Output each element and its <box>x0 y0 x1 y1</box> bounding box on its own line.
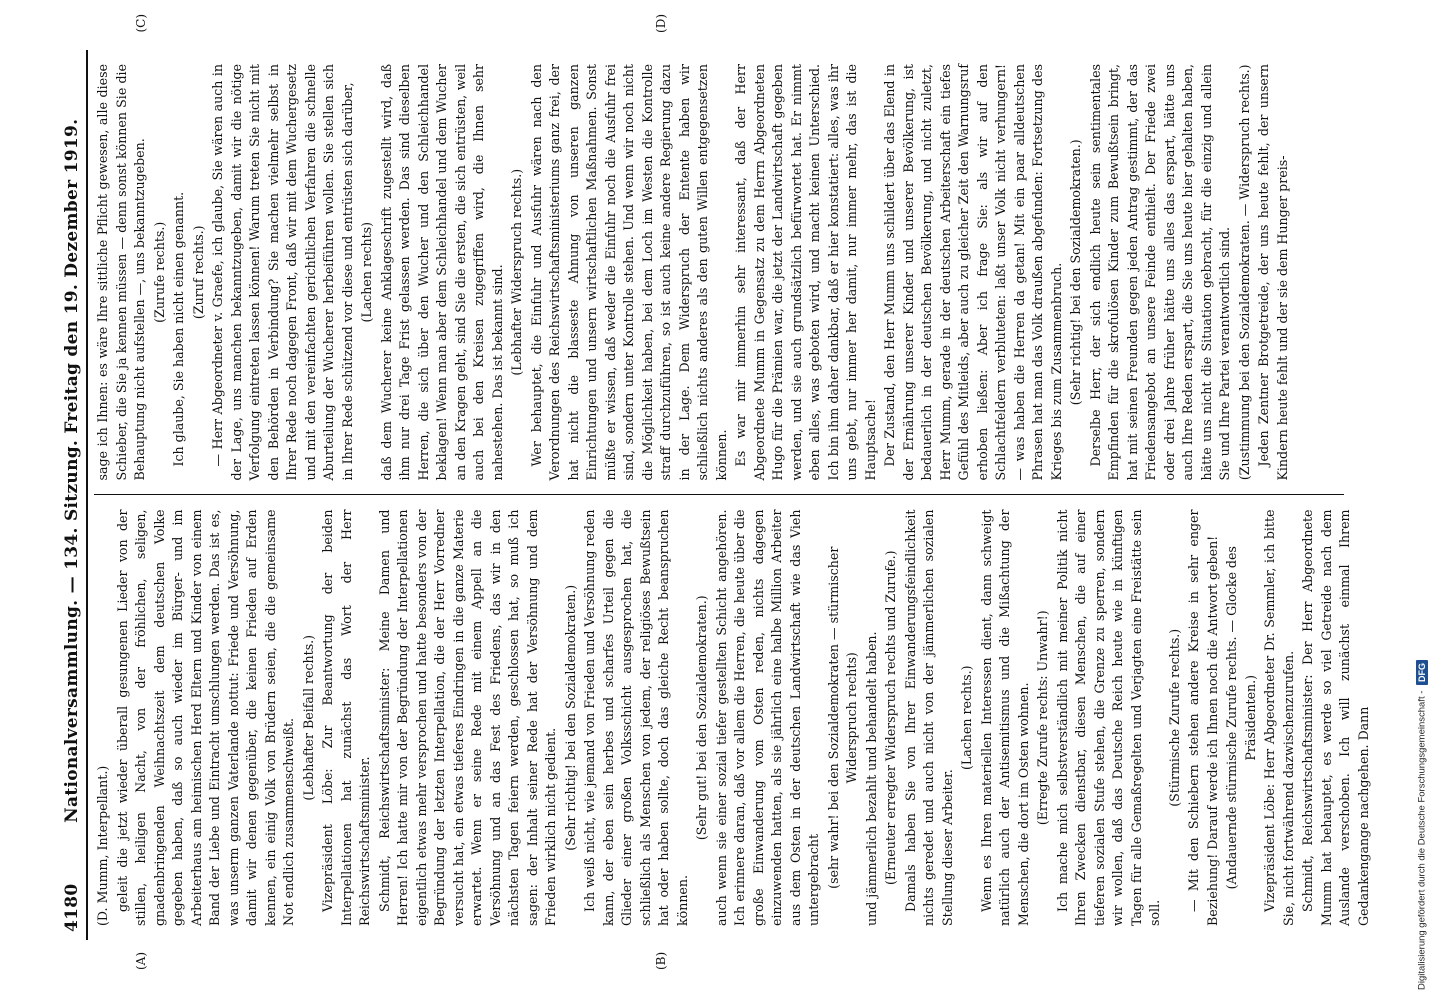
paragraph: daß dem Wucherer keine Anklageschrift zugestellt wird, daß ihm nur drei Tage Frist gelassen werden. Das sind dieselben Herren, die sich über den Wucher und den Schleichhandel beklagen! Wenn man aber dem Schleichhandel und dem Wucher an den Kragen geht, sind Sie die ersten, die sich entrüsten, weil auch bei den Kreisen zugegriffen wird, die Ihnen sehr nahestehen. Das ist bekannt sind. <box>378 64 505 481</box>
paragraph: Vizepräsident Löbe: Herr Abgeordneter Dr. Semmler, ich bitte Sie, nicht fortwährend dazwischenzurufen. <box>1262 509 1296 926</box>
interjection: (Sehr richtig! bei den Sozialdemokraten.) <box>562 584 578 851</box>
credit-text: Digitalisierung gefördert durch die Deutsche Forschungsgemeinschaft - <box>1416 690 1428 990</box>
margin-marker-d: (D) <box>654 14 668 33</box>
paragraph: Ich weiß nicht, wie jemand von Frieden und Versöhnung reden kann, der eben sein herbes und scharfes Urteil gegen die Glieder einer großen Volksschicht ausgesprochen hat, die schließlich als Menschen von jedem, der religiöses Bewußtsein hat oder haben sollte, doch das gleiche Recht beanspruchen können. <box>582 509 690 926</box>
paragraph: Wer behauptet, die Einfuhr und Ausfuhr wären nach den Verordnungen des Reichswirtschaftsministeriums ganz frei, der hat nicht die blasseste Ahnung von unseren ganzen Einrichtungen und unsern wirtschaftlichen Maßnahmen. Sonst müßte er wissen, daß weder die Einfuhr noch die Ausfuhr frei sind, sondern unter Kontrolle stehen. Und wenn wir noch nicht die Möglichkeit haben, bei dem Loch im Westen die Kontrolle straff durchzuführen, so ist auch keine andere Regierung dazu in der Lage. Dem Widerspruch der Entente haben wir schließlich nichts anderes als den guten Willen entgegensetzen können. <box>528 64 729 481</box>
paragraph: und jämmerlich bezahlt und behandelt haben. <box>863 631 879 926</box>
interjection: (Lachen rechts.) <box>959 665 974 771</box>
right-column <box>94 50 1344 495</box>
paragraph: Damals haben Sie von Ihrer Einwanderungsfeindlichkeit nichts geredet und auch nicht von der jämmerlichen sozialen Stellung dieser Arbeiter. <box>902 509 955 926</box>
page-header <box>62 50 88 940</box>
page-title: Nationalversammlung. — 134. Sitzung. Freitag den 19. Dezember 1919. <box>62 118 82 823</box>
paragraph: — Mit den Schiebern stehen andere Kreise in sehr enger Beziehung! Darauf werde ich Ihnen noch die Antwort geben! <box>1186 509 1220 926</box>
paragraph: sage ich Ihnen: es wäre Ihre sittliche Pflicht gewesen, alle diese Schieber, die Sie ja kennen müssen — denn sonst können Sie die Behauptung nicht aufstellen —, uns bekanntzugeben. <box>95 64 147 481</box>
paragraph: (D. Mumm, Interpellant.) <box>95 765 110 926</box>
interjection: (Erneuter erregter Widerspruch rechts und Zurufe.) <box>883 550 898 885</box>
paragraph: Jeden Zentner Brotgetreide, der uns heute fehlt, der unsern Kindern heute fehlt und der sie dem Hunger preis- <box>1256 64 1290 481</box>
paragraph: Ich mache mich selbstverständlich mit meiner Politik nicht Ihren Zwecken dienstbar, diesen Menschen, die auf einer tieferen sozialen Stufe stehen, die Grenze zu sperren, sondern wir wollen, daß das Deutsche Reich heute wie in künftigen Tagen für alle Gemaßregelten und Verjagten eine Freistätte sein soll. <box>1054 509 1162 926</box>
interjection: (Sehr richtig! bei den Sozialdemokraten.) <box>1068 139 1083 406</box>
paragraph: Derselbe Herr, der sich endlich heute sein sentimentales Empfinden für die skrofulösen Kinder zum Bewußtsein bringt, hat mit seinen Freunden gegen jeden Antrag gestimmt, der das Friedensangebot an unsere Feinde enthielt. Der Friede zwei oder drei Jahre früher hätte uns alles das erspart, hätte uns auch Ihre Reden erspart, die Sie uns heute hier gehalten haben, hätte uns nicht die Situation gebracht, für die einzig und allein Sie und Ihre Partei verantwortlich sind. <box>1087 64 1232 481</box>
paragraph: geleit die jetzt wieder überall gesungenen Lieder von der stillen, heiligen Nacht, von der fröhlichen, seligen, gnadenbringenden Weihnachtszeit dem deutschen Volke gegeben haben, daß so auch wieder im Bürger- und im Arbeiterhaus am heimischen Herd Eltern und Kinder von einem Band der Liebe und Eintracht umschlungen werden. Das ist es, was unserm ganzen Vaterlande nottut: Friede und Versöhnung, damit wir denen gegenüber, die keinen Frieden auf Erden kennen, ein einig Volk von Brüdern seien, die die gemeinsame Not endlich zusammenschweißt. <box>114 509 296 926</box>
interjection: (Zurufe rechts.) <box>151 221 167 323</box>
dfg-logo: DFG <box>1416 660 1428 685</box>
paragraph: — Herr Abgeordneter v. Graefe, ich glaube, Sie wären auch in der Lage, uns manchen bekanntzugeben, damit wir die nötige Verfolgung eintreten lassen können! Warum treten Sie nicht mit den Behörden in Verbindung? Sie machen vielmehr selbst in Ihrer Rede noch dagegen Front, daß wir mit dem Wuchergesetz und mit den vereinfachten gerichtlichen Verfahren die schnelle Aburteilung der Wucherer herbeiführen wollen. Sie stellen sich in Ihrer Rede schützend vor diese und entrüsten sich darüber, <box>210 64 355 481</box>
paragraph: Schmidt, Reichswirtschaftsminister: Meine Damen und Herren! Ich hatte mir von der Begründung der Interpellationen eigentlich etwas mehr versprochen und hatte besonders von der Begründung der letzten Interpellation, die der Herr Vorredner versucht hat, ein etwas tieferes Eindringen in die ganze Materie erwartet. Wenn er seine Rede mit einem Appell an die Versöhnung und an das Fest des Friedens, das wir in den nächsten Tagen feiern werden, geschlossen hat, so muß ich sagen: der Inhalt seiner Rede hat der Versöhnung und dem Frieden wirklich nicht gedient. <box>376 509 558 926</box>
digitization-credit <box>1416 10 1428 990</box>
column-divider <box>94 495 1344 496</box>
page-number: 4180 <box>62 883 82 932</box>
interjection: (Sehr gut! bei den Sozialdemokraten.) <box>694 595 709 841</box>
margin-marker-c: (C) <box>134 14 148 33</box>
interjection: (Andauernde stürmische Zurufe rechts. — Glocke des Präsidenten.) <box>1224 546 1258 890</box>
left-column <box>94 496 1371 941</box>
paragraph: Schmidt, Reichswirtschaftsminister: Der Herr Abgeordnete Mumm hat behauptet, es werde so viel Getreide nach dem Auslande verschoben. Ich will zunächst einmal Ihrem Gedankengange nachgehen. Dann <box>1300 509 1371 926</box>
interjection: (Zuruf rechts.) <box>190 225 206 320</box>
paragraph: Wenn es Ihren materiellen Interessen dient, dann schweigt natürlich auch der Antisemitismus und die Mißachtung der Menschen, die dort im Osten wohnen. <box>978 509 1031 926</box>
margin-marker-b: (B) <box>654 951 668 970</box>
paragraph: Der Zustand, den Herr Mumm uns schildert über das Elend in der Ernährung unserer Kinder und unserer Bevölkerung, ist bedauerlich in der deutschen Bevölkerung, und nicht zuletzt, Herr Mumm, gerade in der deutschen Arbeiterschaft ein tiefes Gefühl des Mitleids, aber auch zu gleicher Zeit den Warnungsruf erhoben ließen: Aber ich frage Sie: als wir auf den Schlachtfeldern verbluteten: laßt unser Volk nicht verhungern! — was haben die Herren da getan! Mit ein paar alldeutschen Phrasen hat man das Volk draußen abgefunden: Fortsetzung des Krieges bis zum Zusammenbruch. <box>882 64 1064 481</box>
paragraph: Es war mir immerhin sehr interessant, daß der Herr Abgeordnete Mumm in Gegensatz zu dem Herrn Abgeordneten Hugo für die Prämien war, die jetzt der Landwirtschaft gegeben werden, und sie auch grundsätzlich befürwortet hat. Er nimmt eben alles, was geboten wird, und macht keinen Unterschied. Ich bin ihm daher dankbar, daß er hier konstatiert: alles, was ihr uns gebt, nur immer her damit, nur immer mehr, das ist die Hauptsache! <box>733 64 878 481</box>
paragraph: auch wenn sie einer sozial tiefer gestellten Schicht angehören. Ich erinnere daran, daß vor allem die Herren, die heute über die große Einwanderung vom Osten reden, nichts dagegen einzuwenden hatten, als sie jährlich eine halbe Million Arbeiter aus dem Osten in der deutschen Landwirtschaft wie das Vieh untergebracht <box>713 509 821 926</box>
interjection: (Lachen rechts) <box>359 221 374 323</box>
margin-marker-a: (A) <box>134 951 148 970</box>
interjection: (Stürmische Zurufe rechts.) <box>1166 628 1182 807</box>
interjection: (Lebhafter Beifall rechts.) <box>300 634 316 801</box>
interjection: (sehr wahr! bei den Sozialdemokraten — stürmischer Widerspruch rechts) <box>825 546 859 889</box>
text-columns <box>94 14 1371 970</box>
paragraph: Ich glaube, Sie haben nicht einen genannt. <box>171 191 186 467</box>
paragraph: Vizepräsident Löbe: Zur Beantwortung der beiden Interpellationen hat zunächst das Wort der Herr Reichswirtschaftsminister. <box>320 509 372 926</box>
interjection: (Zustimmung bei den Sozialdemokraten. — Widerspruch rechts.) <box>1236 64 1252 481</box>
interjection: (Lebhafter Widerspruch rechts.) <box>509 168 524 376</box>
interjection: (Erregte Zurufe rechts: Unwahr!) <box>1035 610 1050 826</box>
